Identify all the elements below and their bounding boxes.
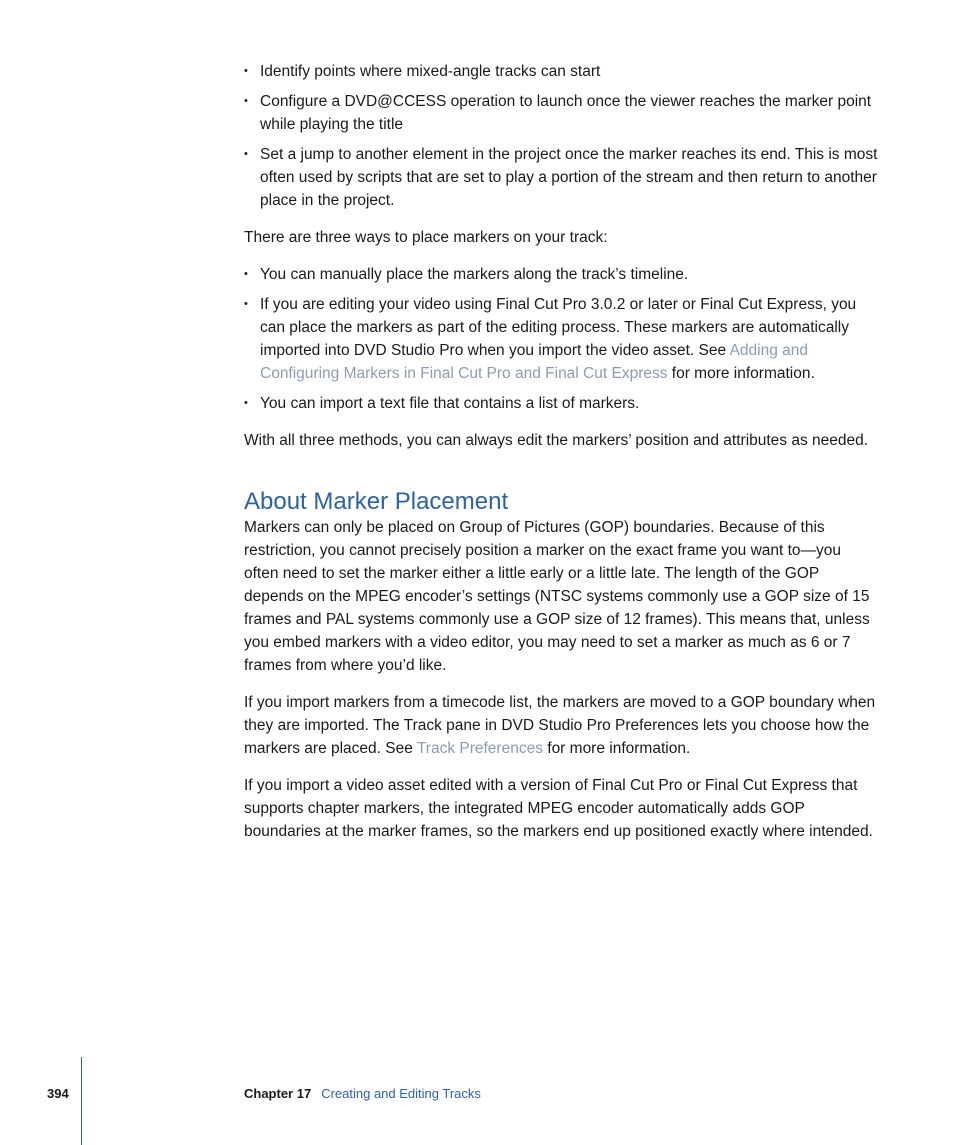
chapter-title-link[interactable]: Creating and Editing Tracks bbox=[321, 1086, 481, 1101]
track-preferences-link[interactable]: Track Preferences bbox=[416, 740, 543, 757]
import-paragraph-text: If you import markers from a timecode list, the markers are moved to a GOP boundary when they are imported. The Track pane in DVD Studio Pro Preferences lets you choose how the markers are placed. See bbox=[244, 694, 876, 757]
list-item: • You can manually place the markers along the track’s timeline. bbox=[244, 263, 878, 286]
chapter-label: Chapter 17 bbox=[244, 1086, 312, 1101]
marker-uses-list bbox=[244, 60, 878, 212]
intro-ways-text: There are three ways to place markers on your track: bbox=[244, 229, 608, 246]
footer-divider bbox=[81, 1057, 82, 1145]
footer-chapter bbox=[244, 1086, 481, 1101]
list-item bbox=[244, 293, 878, 385]
list-item: • You can import a text file that contains a list of markers. bbox=[244, 392, 878, 415]
list-item-text: If you are editing your video using Final Cut Pro 3.0.2 or later or Final Cut Express, you can place the markers as part of the editing process. These markers are automatically imported into DVD Studio Pro when you import the video asset. See bbox=[260, 296, 857, 359]
list-item: • Configure a DVD@CCESS operation to launch once the viewer reaches the marker point while playing the title bbox=[244, 90, 878, 136]
import-paragraph bbox=[244, 691, 878, 760]
page-content bbox=[244, 60, 878, 857]
page-number: 394 bbox=[47, 1086, 69, 1101]
import-paragraph-after: for more information. bbox=[542, 740, 691, 757]
all-methods-text: With all three methods, you can always edit the markers’ position and attributes as needed. bbox=[244, 432, 869, 449]
list-item-text-after: for more information. bbox=[667, 365, 815, 382]
list-item: • Identify points where mixed-angle tracks can start bbox=[244, 60, 878, 83]
placement-ways-list bbox=[244, 263, 878, 415]
section-heading: About Marker Placement bbox=[244, 488, 509, 515]
adding-markers-link[interactable]: Adding and Configuring Markers in Final Cut Pro and Final Cut Express bbox=[260, 342, 808, 382]
list-item: • Set a jump to another element in the project once the marker reaches its end. This is most often used by scripts that are set to play a portion of the stream and then return to another place in the project. bbox=[244, 143, 878, 212]
chapter-markers-paragraph: If you import a video asset edited with a version of Final Cut Pro or Final Cut Express that supports chapter markers, the integrated MPEG encoder automatically adds GOP boundaries at the marker frames, so the markers end up positioned exactly where intended. bbox=[244, 777, 873, 840]
gop-paragraph: Markers can only be placed on Group of Pictures (GOP) boundaries. Because of this restriction, you cannot precisely position a marker on the exact frame you want to—you often need to set the marker either a little early or a little late. The length of the GOP depends on the MPEG encoder’s settings (NTSC systems commonly use a GOP size of 15 frames and PAL systems commonly use a GOP size of 12 frames). This means that, unless you embed markers with a video editor, you may need to set a marker as much as 6 or 7 frames from where you’d like. bbox=[244, 519, 870, 674]
